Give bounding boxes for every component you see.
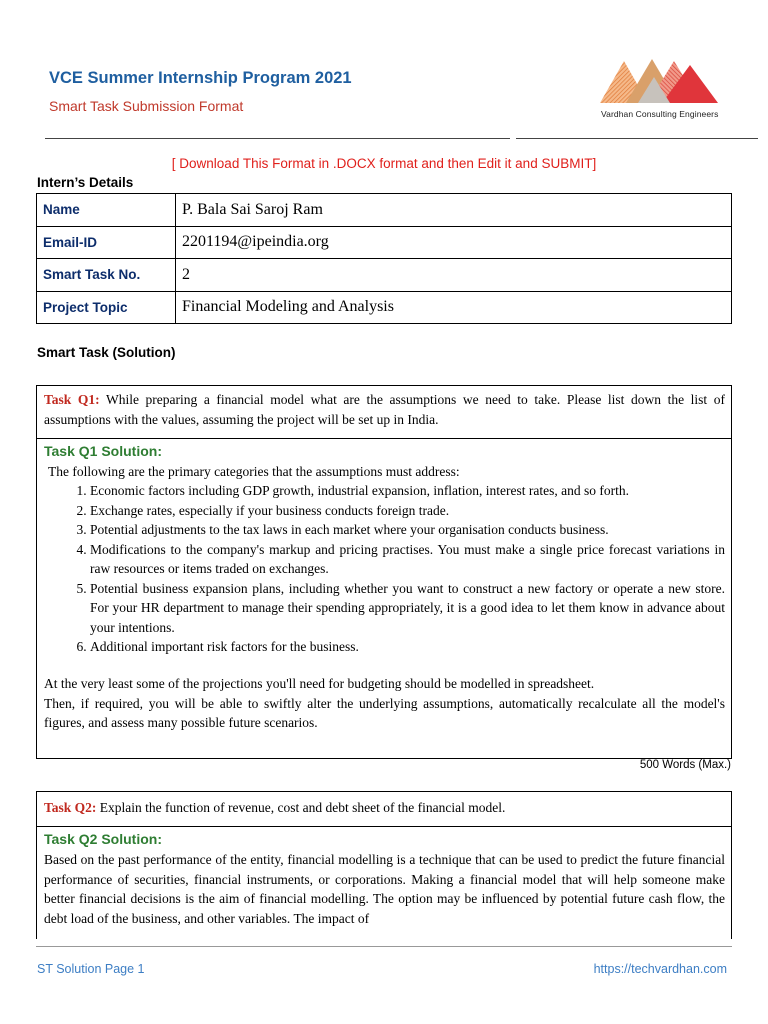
footer-page-label: ST Solution Page 1 [37,962,145,976]
assumptions-list [37,481,725,657]
task-q1-solution-box [36,437,732,759]
word-limit-note: 500 Words (Max.) [639,759,731,771]
email-value: 2201194@ipeindia.org [176,226,732,259]
task-q2-box [36,791,732,827]
task-q1-solution-title: Task Q1 Solution: [44,443,162,459]
header-divider-right [516,138,758,139]
task-q1-text: While preparing a financial model what are the assumptions we need to take. Please list down the list of assumptions with the values, assuming the project will be set up in India. [44,392,726,427]
smart-task-no-label: Smart Task No. [37,259,176,292]
project-topic-label: Project Topic [37,291,176,324]
name-value: P. Bala Sai Saroj Ram [176,194,732,227]
smart-task-no-value: 2 [176,259,732,292]
task-q1-box [36,385,732,439]
list-item: 3. Potential adjustments to the tax laws in each market where your organisation conducts business. [90,520,725,540]
task-q2-question [44,798,725,818]
email-label: Email-ID [37,226,176,259]
header-title: VCE Summer Internship Program 2021 [49,69,352,87]
list-item: 2. Exchange rates, especially if your business conducts foreign trade. [90,501,725,521]
list-item: 6. Additional important risk factors for the business. [90,637,725,657]
task-q1-closing [44,674,725,733]
task-q2-solution-box [36,825,732,939]
task-q2-label: Task Q2: [44,800,97,815]
task-q2-paragraph: Based on the past performance of the entity, financial modelling is a technique that can be used to predict the future financial performance of securities, financial instruments, or corporations. Making a financial model that will help someone make better financial decisions is the aim of financial modelling. The option may be influenced by potential future cash flow, the debt load of the business, and other variables. The impact of [44,852,725,926]
header-divider-left [45,138,510,139]
footer-divider [36,946,732,947]
list-item: 5. Potential business expansion plans, including whether you want to construct a new factory or operate a new store. For your HR department to manage their spending appropriately, it is a good idea to let them know in advance about your intentions. [90,579,725,638]
task-q1-intro: The following are the primary categories that the assumptions must address: [48,464,460,479]
logo-caption: Vardhan Consulting Engineers [601,109,719,119]
task-q1-label: Task Q1: [44,392,100,407]
interns-details-table [36,193,732,324]
footer-website-link[interactable]: https://techvardhan.com [593,962,727,976]
table-row [37,291,732,324]
project-topic-value: Financial Modeling and Analysis [176,291,732,324]
task-q1-closing-line-1: At the very least some of the projections you'll need for budgeting should be modelled in spreadsheet. [44,676,595,691]
smart-task-heading: Smart Task (Solution) [37,345,176,360]
task-q1-closing-line-2: Then, if required, you will be able to swiftly alter the underlying assumptions, automatically recalculate all the model's figures, and assess many possible future scenarios. [44,695,725,730]
table-row [37,226,732,259]
task-q2-solution-title: Task Q2 Solution: [44,831,162,847]
list-item: 1. Economic factors including GDP growth, industrial expansion, inflation, interest rates, and so forth. [90,481,725,501]
list-item: 4. Modifications to the company's markup and pricing practises. You must make a single price forecast variations in raw resources or items traded on exchanges. [90,540,725,579]
task-q2-text: Explain the function of revenue, cost and debt sheet of the financial model. [96,800,506,815]
download-note[interactable]: [ Download This Format in .DOCX format and then Edit it and SUBMIT] [171,156,597,171]
header-subtitle: Smart Task Submission Format [49,98,244,114]
interns-details-heading: Intern’s Details [37,175,134,190]
table-row [37,194,732,227]
table-row [37,259,732,292]
name-label: Name [37,194,176,227]
task-q1-question [44,390,725,429]
